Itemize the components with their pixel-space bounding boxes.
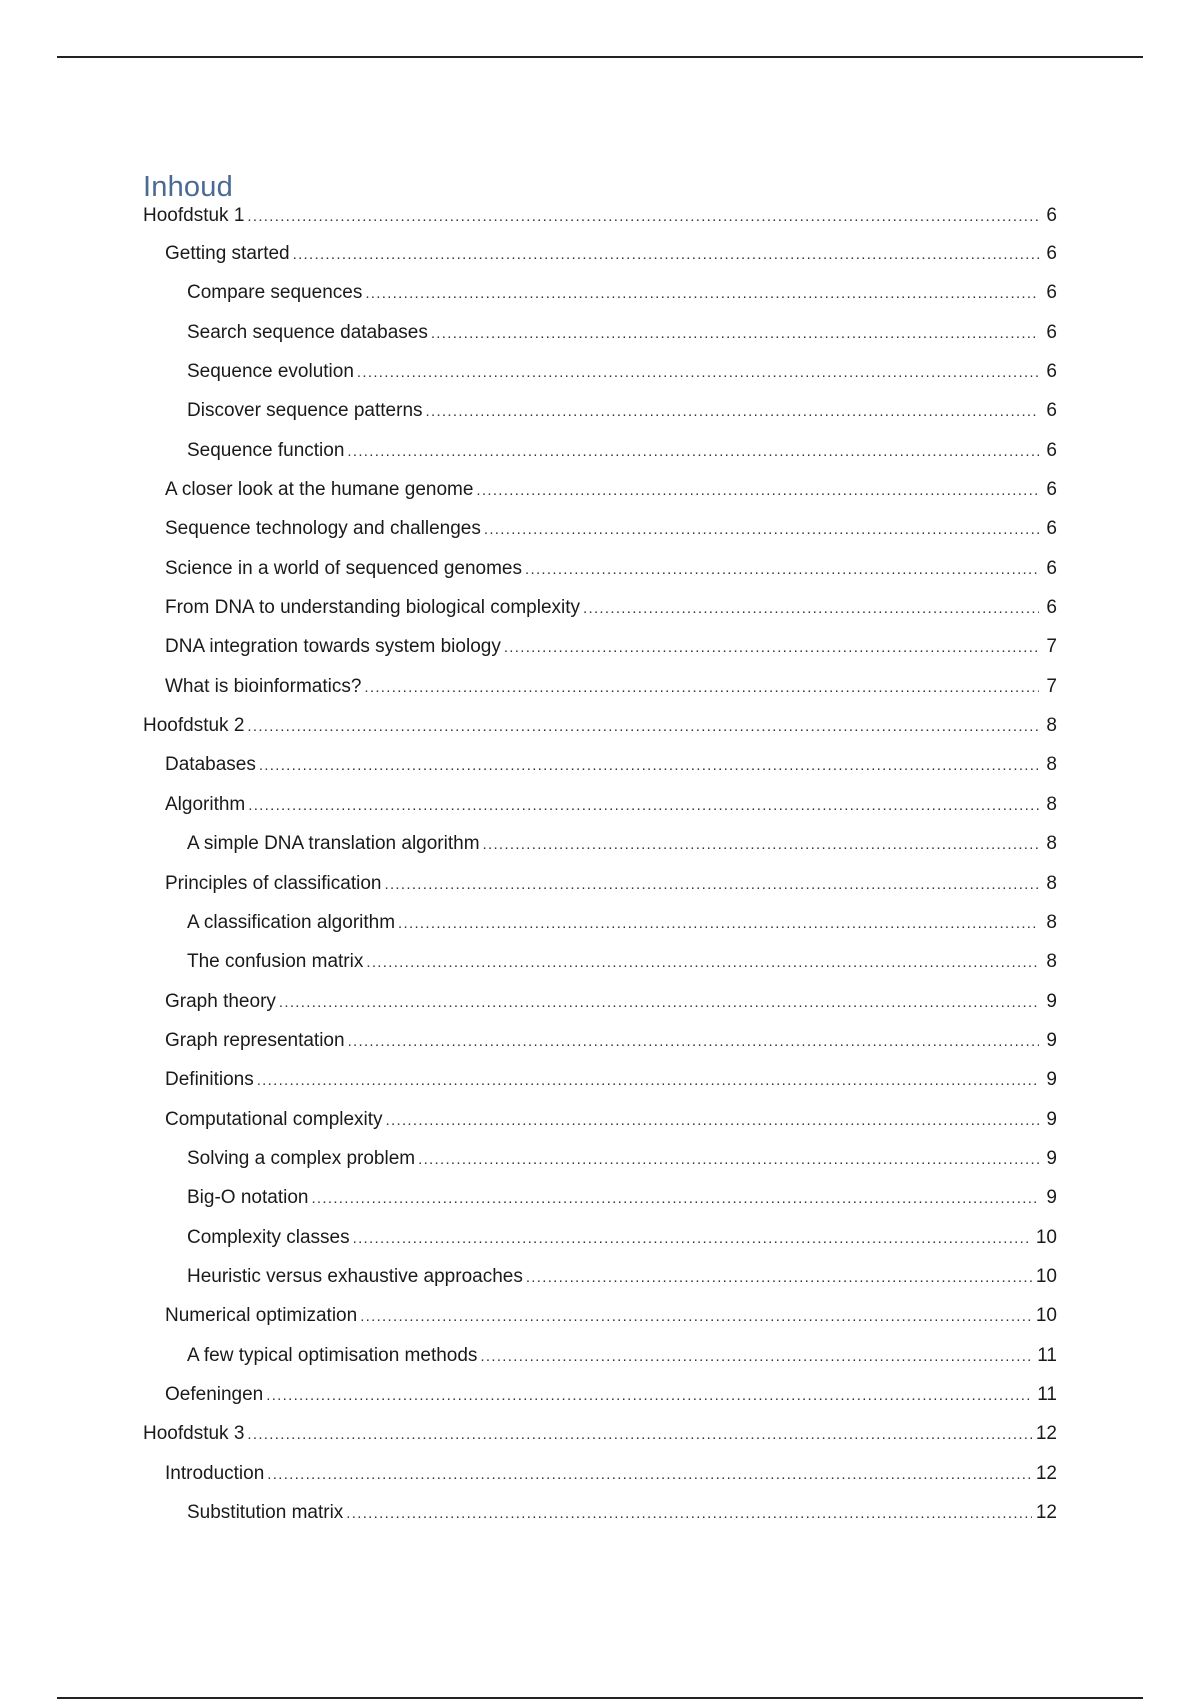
toc-entry-page-number: 10 <box>1035 1265 1057 1287</box>
toc-dot-leader <box>364 678 1039 698</box>
toc-dot-leader <box>248 796 1039 816</box>
toc-entry-page-number: 9 <box>1046 990 1057 1012</box>
toc-dot-leader <box>480 1347 1033 1367</box>
toc-entry-page-number: 7 <box>1046 675 1057 697</box>
toc-entry-label: A classification algorithm <box>187 911 396 933</box>
toc-entry-label: Sequence evolution <box>187 361 354 383</box>
toc-entry-label: DNA integration towards system biology <box>165 636 501 658</box>
toc-entry[interactable] <box>143 716 1057 755</box>
toc-entry-label: Hoofdstuk 3 <box>143 1423 245 1445</box>
toc-entry-label: What is bioinformatics? <box>165 675 362 697</box>
toc-entry-label: Solving a complex problem <box>187 1147 416 1169</box>
toc-entry[interactable] <box>143 992 1057 1031</box>
toc-dot-leader <box>583 599 1039 619</box>
toc-dot-leader <box>398 914 1039 934</box>
toc-entry-page-number: 8 <box>1046 833 1057 855</box>
toc-dot-leader <box>431 324 1039 344</box>
toc-entry-page-number: 12 <box>1035 1502 1057 1523</box>
toc-entry-page-number: 8 <box>1046 754 1057 776</box>
toc-entry-page-number: 8 <box>1046 911 1057 933</box>
toc-dot-leader <box>483 835 1039 855</box>
toc-entry-label: Graph theory <box>165 990 276 1012</box>
toc-entry[interactable] <box>143 1149 1057 1188</box>
toc-entry-label: Substitution matrix <box>187 1502 344 1523</box>
toc-entry[interactable] <box>143 1464 1057 1503</box>
toc-entry[interactable] <box>143 441 1057 480</box>
toc-dot-leader <box>247 717 1039 737</box>
toc-entry-label: A simple DNA translation algorithm <box>187 833 480 855</box>
toc-dot-leader <box>357 363 1039 383</box>
toc-entry-label: Getting started <box>165 243 290 264</box>
toc-dot-leader <box>347 442 1039 462</box>
toc-entry-page-number: 6 <box>1046 282 1057 304</box>
toc-entry-label: Big-O notation <box>187 1187 309 1209</box>
toc-dot-leader <box>526 1268 1032 1288</box>
header-rule <box>57 56 1143 58</box>
toc-entry-page-number: 12 <box>1035 1423 1057 1445</box>
toc-entry[interactable] <box>143 1424 1057 1463</box>
toc-entry-label: A closer look at the humane genome <box>165 479 474 501</box>
toc-dot-leader <box>259 756 1039 776</box>
toc-entry[interactable] <box>143 519 1057 558</box>
toc-entry-label: Graph representation <box>165 1029 345 1051</box>
toc-entry-page-number: 6 <box>1046 243 1057 264</box>
toc-entry-page-number: 10 <box>1035 1226 1057 1248</box>
toc-dot-leader <box>353 1229 1032 1249</box>
toc-dot-leader <box>257 1071 1039 1091</box>
toc-dot-leader <box>386 1111 1039 1131</box>
toc-entry-page-number: 6 <box>1046 479 1057 501</box>
toc-entry-label: Databases <box>165 754 256 776</box>
toc-entry-label: Compare sequences <box>187 282 363 304</box>
toc-entry[interactable] <box>143 283 1057 322</box>
toc-list <box>143 206 1057 1542</box>
toc-entry-label: The confusion matrix <box>187 951 364 973</box>
toc-entry[interactable] <box>143 480 1057 519</box>
toc-entry-page-number: 8 <box>1046 715 1057 737</box>
toc-entry[interactable] <box>143 206 1057 244</box>
toc-entry-label: Search sequence databases <box>187 321 428 343</box>
toc-entry-label: Discover sequence patterns <box>187 400 423 422</box>
toc-entry[interactable] <box>143 559 1057 598</box>
toc-entry[interactable] <box>143 323 1057 362</box>
toc-entry[interactable] <box>143 795 1057 834</box>
toc-entry-label: Computational complexity <box>165 1108 383 1130</box>
toc-entry[interactable] <box>143 1385 1057 1424</box>
toc-dot-leader <box>247 1425 1031 1445</box>
toc-entry-label: Oefeningen <box>165 1383 264 1405</box>
toc-entry[interactable] <box>143 637 1057 676</box>
toc-entry-page-number: 8 <box>1046 793 1057 815</box>
toc-entry[interactable] <box>143 1503 1057 1542</box>
toc-dot-leader <box>525 560 1039 580</box>
toc-entry-page-number: 6 <box>1046 321 1057 343</box>
toc-entry-page-number: 9 <box>1046 1108 1057 1130</box>
toc-dot-leader <box>279 993 1039 1013</box>
toc-entry[interactable] <box>143 1346 1057 1385</box>
toc-entry-page-number: 9 <box>1046 1069 1057 1091</box>
toc-entry-page-number: 9 <box>1046 1147 1057 1169</box>
toc-entry[interactable] <box>143 244 1057 283</box>
toc-dot-leader <box>504 638 1039 658</box>
toc-dot-leader <box>266 1386 1033 1406</box>
toc-entry[interactable] <box>143 362 1057 401</box>
toc-entry[interactable] <box>143 1031 1057 1070</box>
toc-entry[interactable] <box>143 874 1057 913</box>
toc-entry[interactable] <box>143 677 1057 716</box>
toc-entry[interactable] <box>143 1110 1057 1149</box>
toc-entry-label: Introduction <box>165 1462 265 1484</box>
toc-entry-label: Hoofdstuk 2 <box>143 715 245 737</box>
toc-entry[interactable] <box>143 1188 1057 1227</box>
toc-dot-leader <box>247 207 1039 227</box>
toc-entry-page-number: 9 <box>1046 1187 1057 1209</box>
toc-entry[interactable] <box>143 755 1057 794</box>
toc-dot-leader <box>426 402 1039 422</box>
toc-dot-leader <box>348 1032 1039 1052</box>
toc-entry-label: Definitions <box>165 1069 254 1091</box>
toc-entry-page-number: 10 <box>1035 1305 1057 1327</box>
toc-entry-page-number: 6 <box>1046 439 1057 461</box>
toc-entry[interactable] <box>143 1306 1057 1345</box>
toc-dot-leader <box>360 1307 1032 1327</box>
toc-dot-leader <box>366 953 1039 973</box>
toc-entry[interactable] <box>143 834 1057 873</box>
toc-entry-page-number: 6 <box>1046 518 1057 540</box>
toc-entry-page-number: 6 <box>1046 557 1057 579</box>
toc-entry-label: Science in a world of sequenced genomes <box>165 557 523 579</box>
toc-entry-label: Hoofdstuk 1 <box>143 205 245 226</box>
toc-entry[interactable] <box>143 952 1057 991</box>
toc-entry-page-number: 12 <box>1035 1462 1057 1484</box>
toc-dot-leader <box>267 1465 1032 1485</box>
toc-entry-label: From DNA to understanding biological complexity <box>165 597 581 619</box>
toc-entry[interactable] <box>143 1070 1057 1109</box>
toc-entry-page-number: 6 <box>1046 361 1057 383</box>
toc-entry[interactable] <box>143 913 1057 952</box>
toc-dot-leader <box>346 1504 1032 1524</box>
toc-entry-label: Sequence function <box>187 439 345 461</box>
toc-dot-leader <box>293 245 1039 265</box>
toc-entry[interactable] <box>143 598 1057 637</box>
table-of-contents <box>143 168 1057 1542</box>
toc-entry-page-number: 8 <box>1046 951 1057 973</box>
toc-entry-page-number: 8 <box>1046 872 1057 894</box>
toc-entry-label: Principles of classification <box>165 872 382 894</box>
toc-title: Inhoud <box>143 171 233 203</box>
toc-entry-label: Heuristic versus exhaustive approaches <box>187 1265 523 1287</box>
toc-dot-leader <box>365 284 1039 304</box>
toc-entry-page-number: 7 <box>1046 636 1057 658</box>
toc-entry[interactable] <box>143 1228 1057 1267</box>
toc-entry[interactable] <box>143 401 1057 440</box>
toc-entry-page-number: 9 <box>1046 1029 1057 1051</box>
toc-entry-page-number: 6 <box>1046 597 1057 619</box>
toc-entry-page-number: 11 <box>1037 1383 1057 1405</box>
toc-dot-leader <box>384 875 1039 895</box>
toc-entry-page-number: 6 <box>1046 205 1057 226</box>
toc-entry-label: Complexity classes <box>187 1226 350 1248</box>
toc-dot-leader <box>311 1189 1039 1209</box>
toc-entry-page-number: 6 <box>1046 400 1057 422</box>
toc-dot-leader <box>476 481 1039 501</box>
toc-entry-label: A few typical optimisation methods <box>187 1344 478 1366</box>
footer-rule <box>57 1697 1143 1699</box>
toc-dot-leader <box>484 520 1039 540</box>
toc-dot-leader <box>418 1150 1039 1170</box>
toc-entry[interactable] <box>143 1267 1057 1306</box>
toc-entry-label: Algorithm <box>165 793 246 815</box>
toc-entry-label: Sequence technology and challenges <box>165 518 481 540</box>
toc-entry-label: Numerical optimization <box>165 1305 358 1327</box>
toc-entry-page-number: 11 <box>1037 1344 1057 1366</box>
